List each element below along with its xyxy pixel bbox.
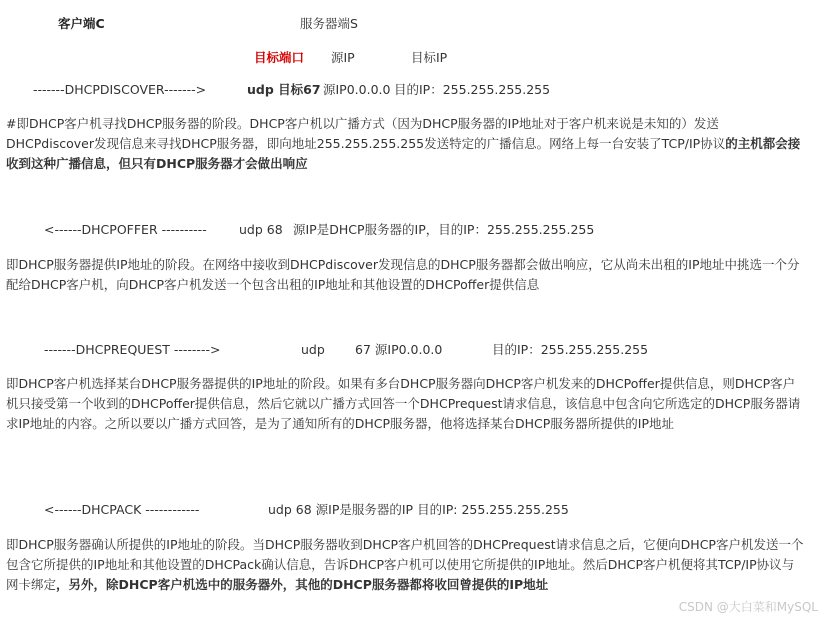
request-arrow: -------DHCPREQUEST -------->: [44, 342, 221, 357]
discover-desc-text: #即DHCP客户机寻找DHCP服务器的阶段。DHCP客户机以广播方式（因为DHCP服务器的IP地址对于客户机来说是未知的）发送DHCPdiscover发现信息来寻找DHCP服务器，即向地址255.255.255.255发送特定的广播信息。网络上每一台安装了TCP/IP协议: [6, 116, 726, 151]
discover-description: [6, 114, 806, 174]
ack-desc-bold: ，另外，除DHCP客户机选中的服务器外，其他的DHCP服务器都将收回曾提供的IP地址: [56, 577, 549, 592]
ack-desc-text: 即DHCP服务器确认所提供的IP地址的阶段。当DHCP服务器收到DHCP客户机回答的DHCPrequest请求信息之后，它便向DHCP客户机发送一个包含它所提供的IP地址和其他设置的DHCPack确认信息，告诉DHCP客户机可以使用它所提供的IP地址。然后DHCP客户机便将其TCP/IP协议与网卡绑定: [6, 537, 804, 592]
src-ip-label: 源IP: [331, 50, 355, 65]
request-udp: udp: [301, 342, 325, 357]
client-label: 客户端C: [58, 16, 105, 31]
offer-src: 源IP是DHCP服务器的IP，目的IP：255.255.255.255: [293, 222, 595, 237]
dst-ip-label: 目标IP: [411, 50, 448, 65]
discover-arrow: -------DHCPDISCOVER------->: [33, 82, 207, 97]
request-dst: 目的IP：255.255.255.255: [492, 342, 649, 357]
offer-description: 即DHCP服务器提供IP地址的阶段。在网络中接收到DHCPdiscover发现信息的DHCP服务器都会做出响应，它从尚未出租的IP地址中挑选一个分配给DHCP客户机，向DHCP客户机发送一个包含出租的IP地址和其他设置的DHCPoffer提供信息: [6, 257, 800, 292]
dst-port-label: 目标端口: [254, 50, 305, 65]
request-port: 67 源IP0.0.0.0: [355, 342, 443, 357]
ack-udp: udp 68 源IP是服务器的IP 目的IP: 255.255.255.255: [268, 502, 569, 517]
ack-arrow: <------DHCPACK ------------: [44, 502, 200, 517]
offer-udp: udp 68: [239, 222, 283, 237]
discover-dst: 目的IP：255.255.255.255: [394, 82, 551, 97]
discover-src: 源IP0.0.0.0: [323, 82, 391, 97]
server-label: 服务器端S: [300, 16, 358, 31]
ack-description: [6, 535, 806, 595]
discover-desc-bold: 的主机都会接收到这种广播信息，但只有DHCP服务器才会做出响应: [6, 136, 801, 171]
watermark: CSDN @大白菜和MySQL: [678, 600, 818, 614]
request-description: 即DHCP客户机选择某台DHCP服务器提供的IP地址的阶段。如果有多台DHCP服务器向DHCP客户机发来的DHCPoffer提供信息，则DHCP客户机只接受第一个收到的DHCPoffer提供信息，然后它就以广播方式回答一个DHCPrequest请求信息，该信息中包含向它所选定的DHCP服务器请求IP地址的内容。之所以要以广播方式回答，是为了通知所有的DHCP服务器，他将选择某台DHCP服务器所提供的IP地址: [6, 376, 801, 431]
discover-udp: udp 目标67: [247, 82, 321, 97]
offer-arrow: <------DHCPOFFER ----------: [44, 222, 207, 237]
